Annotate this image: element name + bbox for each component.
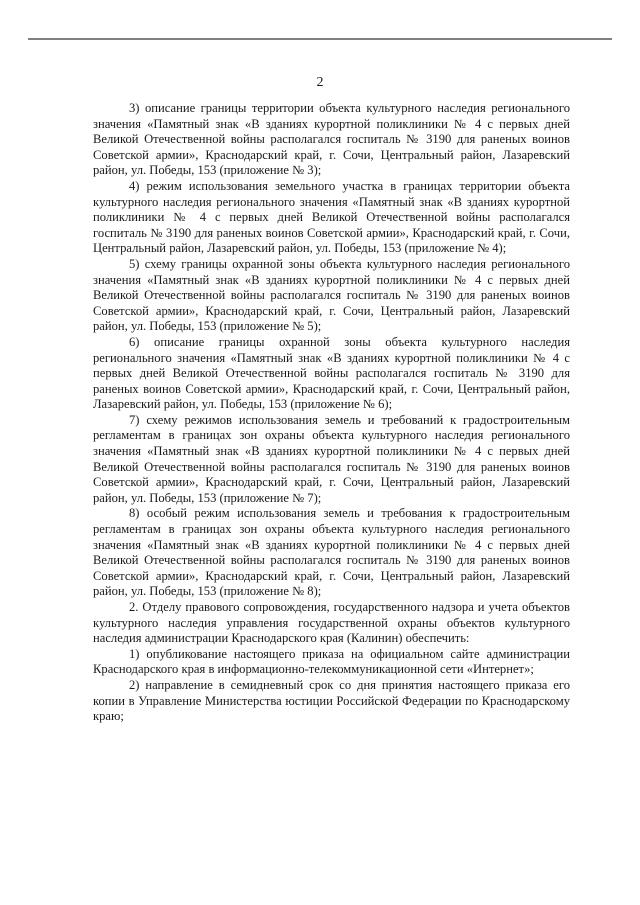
page-number: 2 <box>316 75 324 90</box>
scan-edge-line <box>28 38 612 40</box>
paragraph-item-6: 6) описание границы охранной зоны объекта культурного наследия регионального значения «Памятный знак «В зданиях курортной поликлиники № 4 с первых дней Великой Отечественной войны располагался госпиталь № 3190 для раненых воинов Советской армии», Краснодарский край, г. Сочи, Центральный район, Лазаревский район, ул. Победы, 153 (приложение № 6); <box>93 334 570 412</box>
paragraph-section-2-item-1: 1) опубликование настоящего приказа на официальном сайте администрации Краснодарского края в информационно-телекоммуникационной сети «Интернет»; <box>93 646 570 677</box>
paragraph-section-2-item-2: 2) направление в семидневный срок со дня принятия настоящего приказа его копии в Управление Министерства юстиции Российской Федерации по Краснодарскому краю; <box>93 677 570 724</box>
document-body <box>93 101 570 725</box>
paragraph-section-2: 2. Отделу правового сопровождения, государственного надзора и учета объектов культурного наследия управления государственной охраны объектов культурного наследия администрации Краснодарского края (Калинин) обеспечить: <box>93 600 570 646</box>
paragraph-item-4: 4) режим использования земельного участка в границах территории объекта культурного наследия регионального значения «Памятный знак «В зданиях курортной поликлиники № 4 с первых дней Великой Отечественной войны располагался госпиталь № 3190 для раненых воинов Советской армии», Краснодарский край, г. Сочи, Центральный район, Лазаревский район, ул. Победы, 153 (приложение № 4); <box>93 178 570 256</box>
paragraph-item-3: 3) описание границы территории объекта культурного наследия регионального значения «Памятный знак «В зданиях курортной поликлиники № 4 с первых дней Великой Отечественной войны располагался госпиталь № 3190 для раненых воинов Советской армии», Краснодарский край, г. Сочи, Центральный район, Лазаревский район, ул. Победы, 153 (приложение № 3); <box>93 101 570 178</box>
paragraph-item-8: 8) особый режим использования земель и требования к градостроительным регламентам в границах зон охраны объекта культурного наследия регионального значения «Памятный знак «В зданиях курортной поликлиники № 4 с первых дней Великой Отечественной войны располагался госпиталь № 3190 для раненых воинов Советской армии», Краснодарский край, г. Сочи, Центральный район, Лазаревский район, ул. Победы, 153 (приложение № 8); <box>93 506 570 599</box>
paragraph-item-5: 5) схему границы охранной зоны объекта культурного наследия регионального значения «Памятный знак «В зданиях курортной поликлиники № 4 с первых дней Великой Отечественной войны располагался госпиталь № 3190 для раненых воинов Советской армии», Краснодарский край, г. Сочи, Центральный район, Лазаревский район, ул. Победы, 153 (приложение № 5); <box>93 256 570 334</box>
paragraph-item-7: 7) схему режимов использования земель и требований к градостроительным регламентам в границах зон охраны объекта культурного наследия регионального значения «Памятный знак «В зданиях курортной поликлиники № 4 с первых дней Великой Отечественной войны располагался госпиталь № 3190 для раненых воинов Советской армии», Краснодарский край, г. Сочи, Центральный район, Лазаревский район, ул. Победы, 153 (приложение № 7); <box>93 412 570 505</box>
